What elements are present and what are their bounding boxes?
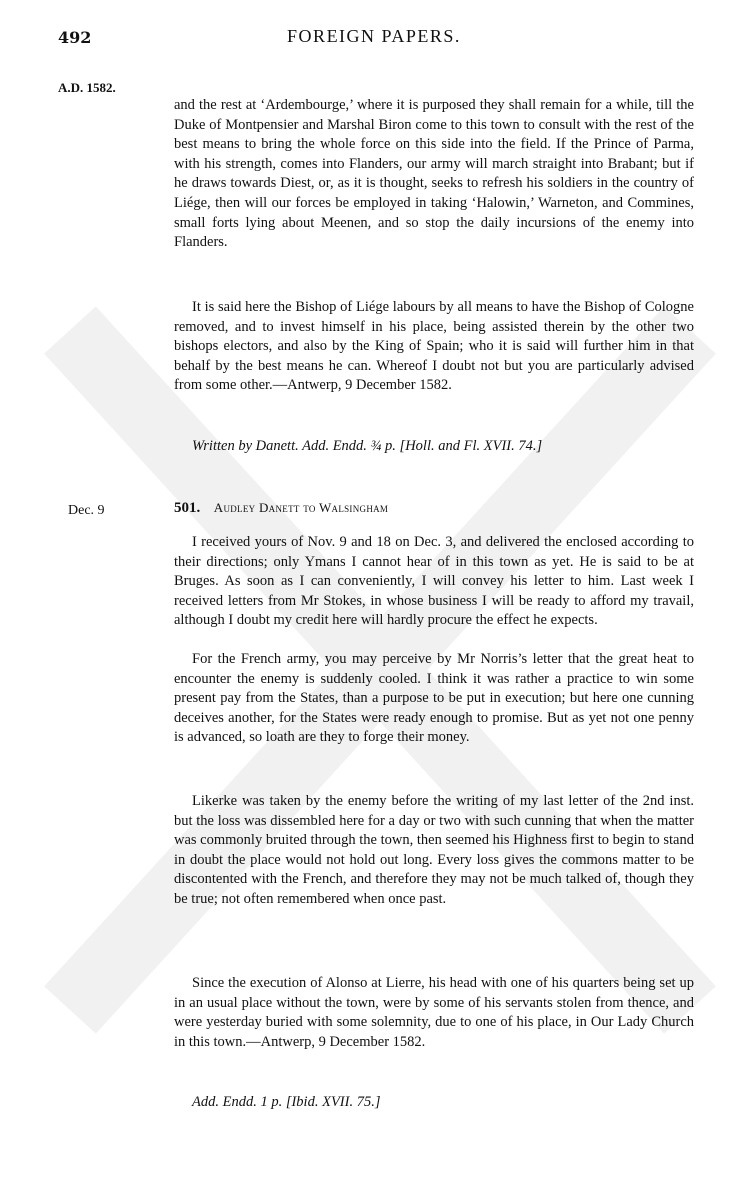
running-title: FOREIGN PAPERS.	[287, 26, 461, 46]
entry-para-2: For the French army, you may perceive by Mr Norris’s letter that the great heat to encounter the enemy is suddenly cooled. I think it was rather a practice to win some present pay from the States, than a purpose to be put in execution; but here one cunning deceives another, for the States were ready enough to promise. But as yet not one penny is advanced, so loath are they to forge their money.	[174, 651, 694, 746]
margin-entry-date: Dec. 9	[68, 503, 105, 518]
margin-year: A.D. 1582.	[58, 80, 116, 95]
prev-entry-para-1: and the rest at ‘Ardembourge,’ where it is purposed they shall remain for a while, till the Duke of Montpensier and Marshal Biron come to this town to consult with the rest of the best means to bring the whole force on this side into the field. If the Prince of Parma, with his strength, comes into Flanders, our army will march straight into Brabant; but if he draws towards Diest, or, as it is thought, seeks to refresh his soldiers in the country of Liége, then will our forces be employed in taking ‘Halowin,’ Warneton, and Commines, small forts lying about Meenen, and so stop the daily incursions of the enemy into Flanders.	[174, 97, 694, 251]
prev-entry-para-2: It is said here the Bishop of Liége labours by all means to have the Bishop of Cologne removed, and to invest himself in his place, being assisted therein by the other two bishops electors, and also by the King of Spain; who it is said will further him in that behalf by the best means he can. Whereof I doubt not but you are particularly advised from some other.—Antwerp, 9 December 1582.	[174, 299, 694, 394]
entry-para-4: Since the execution of Alonso at Lierre, his head with one of his quarters being set up in an usual place without the town, were by some of his servants stolen from thence, and were yesterday buried with some solemnity, due to one of his place, in Our Lady Church in this town.—Antwerp, 9 December 1582.	[174, 975, 694, 1050]
entry-note: Add. Endd. 1 p. [Ibid. XVII. 75.]	[192, 1094, 381, 1110]
page-number: 492	[58, 28, 92, 47]
entry-para-1: I received yours of Nov. 9 and 18 on Dec. 3, and delivered the enclosed according to their directions; only Ymans I cannot hear of in this town as yet. He is said to be at Bruges. As soon as I can conveniently, I will convey his letter to him. Last week I received letters from Mr Stokes, in whose business I will be ready to afford my travail, although I doubt my credit here will hardly procure the effect he expects.	[174, 534, 694, 629]
entry-para-3: Likerke was taken by the enemy before the writing of my last letter of the 2nd inst. but the loss was dissembled here for a day or two with such cunning that when the matter was commonly bruited through the town, then seemed his Highness first to begin to stand in doubt the place would not hold out long. Every loss gives the commons matter to be discontented with the French, and therefore they may not be much talked of, though they be true; not often remembered when once past.	[174, 793, 694, 907]
entry-title: Audley Danett to Walsingham	[213, 500, 389, 515]
entry-number: 501.	[174, 500, 201, 516]
entry-heading	[174, 500, 694, 517]
prev-entry-note: Written by Danett. Add. Endd. ¾ p. [Holl. and Fl. XVII. 74.]	[192, 438, 543, 454]
